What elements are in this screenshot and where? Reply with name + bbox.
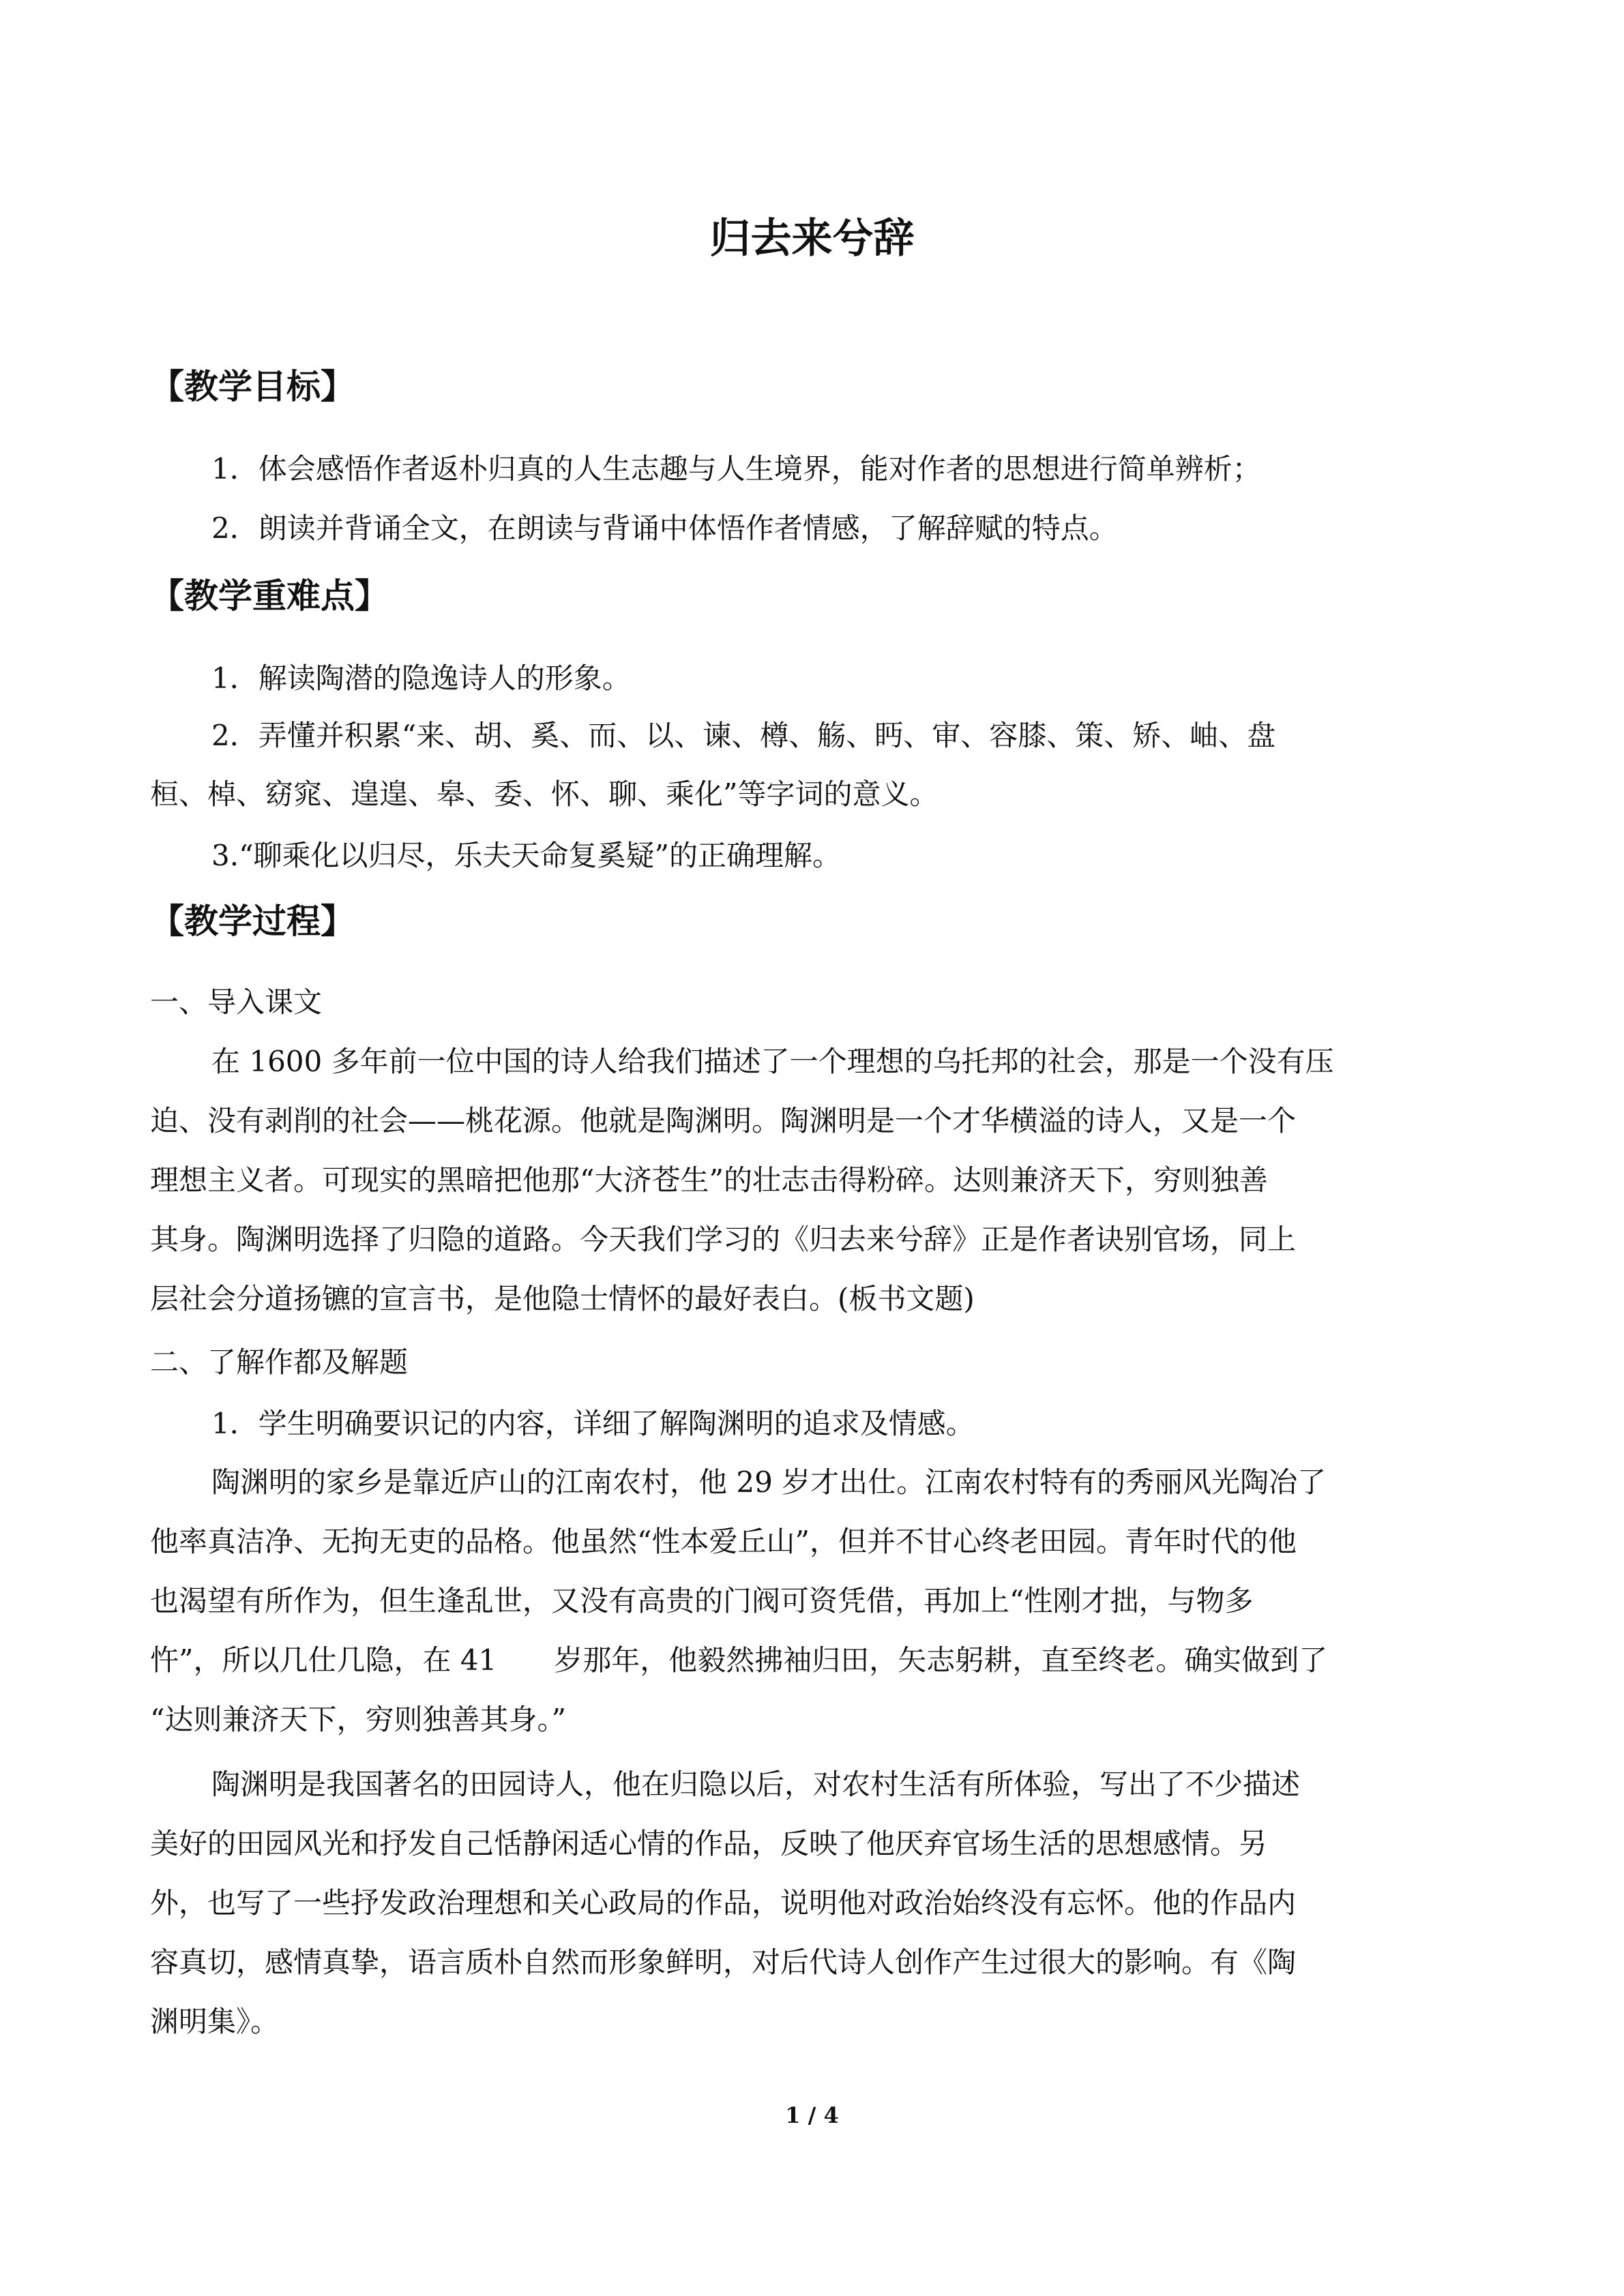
goal-item-2: 2．朗读并背诵全文，在朗读与背诵中体悟作者情感，了解辞赋的特点。 xyxy=(211,511,1118,545)
part-2-para-1-line-1: 陶渊明的家乡是靠近庐山的江南农村，他 29 岁才出仕。江南农村特有的秀丽风光陶冶了 xyxy=(211,1465,1327,1499)
part-1-line-4: 其身。陶渊明选择了归隐的道路。今天我们学习的《归去来兮辞》正是作者诀别官场，同上 xyxy=(150,1223,1297,1256)
document-title: 归去来兮辞 xyxy=(709,215,915,263)
goal-item-1: 1．体会感悟作者返朴归真的人生志趣与人生境界，能对作者的思想进行简单辨析； xyxy=(211,452,1261,486)
part-2-para-1-line-4: 忤”，所以几仕几隐，在 41 岁那年，他毅然拂袖归田，矢志躬耕，直至终老。确实做到了 xyxy=(150,1643,1328,1677)
part-2-para-1-line-5: “达则兼济天下，穷则独善其身。” xyxy=(150,1703,566,1736)
part-2-para-2-line-3: 外，也写了一些抒发政治理想和关心政局的作品，说明他对政治始终没有忘怀。他的作品内 xyxy=(150,1886,1297,1920)
part-1-line-5: 层社会分道扬镳的宣言书，是他隐士情怀的最好表白。(板书文题) xyxy=(150,1282,975,1315)
key-point-item-2-line-2: 桓、棹、窈窕、遑遑、皋、委、怀、聊、乘化”等字词的意义。 xyxy=(150,777,939,811)
part-2-para-2-line-4: 容真切，感情真挚，语言质朴自然而形象鲜明，对后代诗人创作产生过很大的影响。有《陶 xyxy=(150,1945,1297,1979)
part-1-title: 一、导入课文 xyxy=(150,985,323,1019)
part-1-line-3: 理想主义者。可现实的黑暗把他那“大济苍生”的壮志击得粉碎。达则兼济天下，穷则独善 xyxy=(150,1163,1268,1197)
page-number: 1 / 4 xyxy=(785,2102,839,2128)
part-2-para-2-line-2: 美好的田园风光和抒发自己恬静闲适心情的作品，反映了他厌弃官场生活的思想感情。另 xyxy=(150,1827,1268,1860)
section-heading-goals: 【教学目标】 xyxy=(150,367,355,406)
key-point-item-2-line-1: 2．弄懂并积累“来、胡、奚、而、以、谏、樽、觞、眄、审、容膝、策、矫、岫、盘 xyxy=(211,719,1276,752)
section-heading-key-points: 【教学重难点】 xyxy=(150,576,389,616)
part-1-line-2: 迫、没有剥削的社会——桃花源。他就是陶渊明。陶渊明是一个才华横溢的诗人，又是一个 xyxy=(150,1104,1297,1137)
part-2-para-1-line-3: 也渴望有所作为，但生逢乱世，又没有高贵的门阀可资凭借，再加上“性刚才拙，与物多 xyxy=(150,1584,1254,1617)
key-point-item-3: 3.“聊乘化以归尽，乐夫天命复奚疑”的正确理解。 xyxy=(211,839,842,872)
part-2-para-2-line-1: 陶渊明是我国著名的田园诗人，他在归隐以后，对农村生活有所体验，写出了不少描述 xyxy=(211,1768,1301,1801)
part-1-line-1: 在 1600 多年前一位中国的诗人给我们描述了一个理想的乌托邦的社会，那是一个没有压 xyxy=(211,1045,1334,1078)
key-point-item-1: 1．解读陶潜的隐逸诗人的形象。 xyxy=(211,661,631,695)
part-2-para-2-line-5: 渊明集》。 xyxy=(150,2005,280,2038)
part-2-title: 二、了解作都及解题 xyxy=(150,1345,409,1379)
section-heading-process: 【教学过程】 xyxy=(150,901,355,941)
part-2-item-1: 1．学生明确要识记的内容，详细了解陶渊明的追求及情感。 xyxy=(211,1407,975,1440)
part-2-para-1-line-2: 他率真洁净、无拘无吏的品格。他虽然“性本爱丘山”，但并不甘心终老田园。青年时代的他 xyxy=(150,1525,1297,1558)
